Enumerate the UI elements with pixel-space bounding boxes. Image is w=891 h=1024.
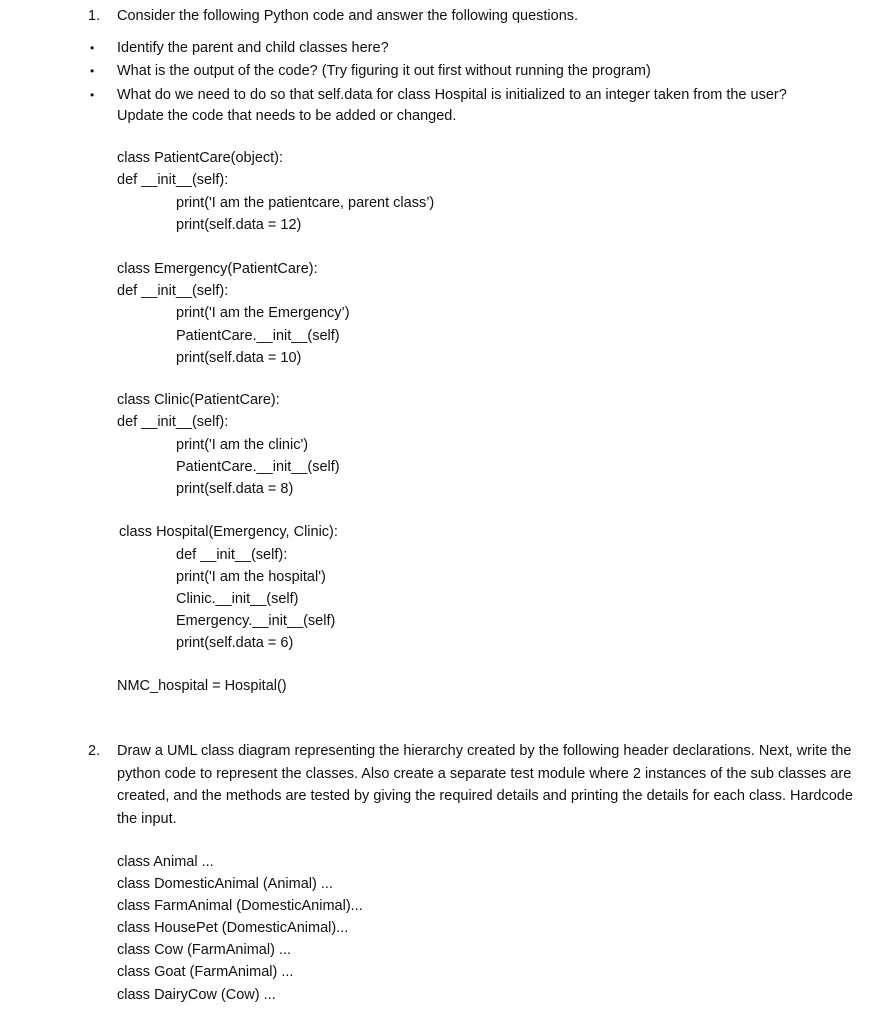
code-line: def __init__(self):	[117, 414, 229, 430]
code-line: class PatientCare(object):	[117, 150, 284, 166]
class-header-line: class DairyCow (Cow) ...	[117, 987, 276, 1003]
bullet-dot: •	[90, 41, 95, 55]
question-2-number: 2.	[88, 743, 101, 759]
question-1-number: 1.	[88, 8, 101, 24]
code-line: print(self.data = 10)	[176, 350, 302, 366]
question-2-text: Draw a UML class diagram representing the hierarchy created by the following header declarations. Next, write the python code to represent the classes. Also create a separate test module where 2 instances of the sub classes are created, and the methods are tested by giving the required details and printing the details for each class. Hardcode the input.	[117, 743, 853, 827]
code-line: print(self.data = 8)	[176, 481, 294, 497]
code-line: print('I am the Emergency’)	[176, 305, 350, 321]
question-1-intro: Consider the following Python code and answer the following questions.	[117, 8, 579, 24]
code-line: class Hospital(Emergency, Clinic):	[119, 524, 338, 540]
class-header-line: class HousePet (DomesticAnimal)...	[117, 920, 349, 936]
bullet-dot: •	[90, 88, 95, 102]
class-header-line: class Goat (FarmAnimal) ...	[117, 964, 294, 980]
code-line: print(self.data = 12)	[176, 217, 302, 233]
code-line: PatientCare.__init__(self)	[176, 328, 340, 344]
code-line: NMC_hospital = Hospital()	[117, 678, 287, 694]
code-line: print('I am the clinic')	[176, 437, 309, 453]
code-line: print(self.data = 6)	[176, 635, 294, 651]
bullet-dot: •	[90, 64, 95, 78]
code-line: Emergency.__init__(self)	[176, 613, 336, 629]
code-line: class Clinic(PatientCare):	[117, 392, 280, 408]
code-line: def __init__(self):	[117, 283, 229, 299]
class-header-line: class Cow (FarmAnimal) ...	[117, 942, 292, 958]
bullet-item: What do we need to do so that self.data for class Hospital is initialized to an integer taken from the user?	[117, 87, 787, 103]
code-line: def __init__(self):	[176, 547, 288, 563]
class-header-line: class FarmAnimal (DomesticAnimal)...	[117, 898, 363, 914]
code-line: PatientCare.__init__(self)	[176, 459, 340, 475]
bullet-item: What is the output of the code? (Try figuring it out first without running the program)	[117, 63, 651, 79]
bullet-item-continuation: Update the code that needs to be added or changed.	[117, 108, 457, 124]
bullet-item: Identify the parent and child classes here?	[117, 40, 389, 56]
code-line: print('I am the patientcare, parent class’)	[176, 195, 435, 211]
code-line: Clinic.__init__(self)	[176, 591, 299, 607]
code-line: class Emergency(PatientCare):	[117, 261, 318, 277]
class-header-line: class Animal ...	[117, 854, 214, 870]
class-header-line: class DomesticAnimal (Animal) ...	[117, 876, 333, 892]
code-line: def __init__(self):	[117, 172, 229, 188]
code-line: print('I am the hospital')	[176, 569, 326, 585]
